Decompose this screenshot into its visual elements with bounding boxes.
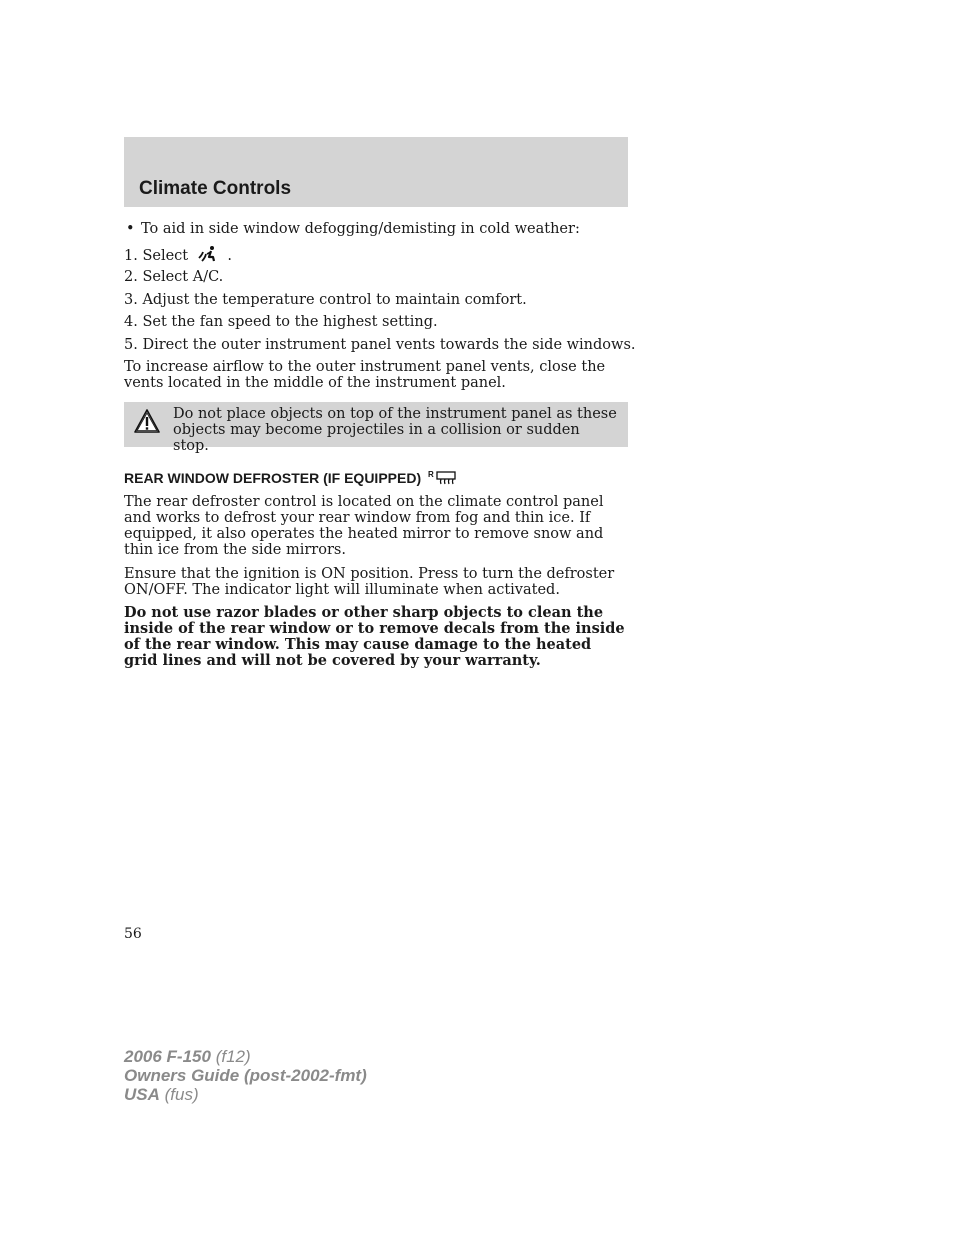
defroster-paragraph-2: Ensure that the ignition is ON position. Press to turn the defroster ON/OFF. The indicator light will illuminate when activated. (124, 566, 615, 598)
step-1 (124, 245, 232, 264)
step-1-prefix: 1. Select (124, 248, 189, 264)
page-number: 56 (124, 926, 142, 942)
footer-model-code: (f12) (215, 1047, 251, 1066)
warning-box (124, 402, 628, 454)
section-header (124, 137, 628, 207)
warning-triangle-icon (134, 408, 160, 434)
svg-text:R: R (428, 470, 434, 479)
defroster-caution: Do not use razor blades or other sharp objects to clean the inside of the rear window or to remove decals from the inside of the rear window. This may cause damage to the heated grid lines and will not be covered by your warranty. (124, 604, 625, 669)
footer-market-code: (fus) (164, 1085, 199, 1104)
footer-model: 2006 F-150 (124, 1047, 211, 1066)
section-title: Climate Controls (139, 178, 292, 199)
footer-market: USA (124, 1085, 160, 1104)
airflow-paragraph: To increase airflow to the outer instrument panel vents, close the vents located in the middle of the instrument panel. (124, 359, 606, 391)
step-1-suffix: . (227, 248, 232, 264)
warning-text: Do not place objects on top of the instrument panel as these objects may become projectiles in a collision or sudden stop. (173, 406, 617, 454)
step-5: 5. Direct the outer instrument panel vents towards the side windows. (124, 337, 636, 353)
floor-defrost-mode-icon (197, 245, 219, 263)
step-2: 2. Select A/C. (124, 269, 224, 285)
document-footer (124, 1047, 367, 1104)
rear-defroster-heading (124, 470, 458, 486)
rear-defroster-heading-text: REAR WINDOW DEFROSTER (IF EQUIPPED) (124, 470, 422, 486)
step-3: 3. Adjust the temperature control to maintain comfort. (124, 292, 527, 308)
footer-guide: Owners Guide (post-2002-fmt) (124, 1066, 367, 1085)
rear-defrost-icon (428, 470, 458, 486)
step-4: 4. Set the fan speed to the highest setting. (124, 314, 438, 330)
defroster-paragraph-1: The rear defroster control is located on the climate control panel and works to defrost your rear window from fog and thin ice. If equipped, it also operates the heated mirror to remove snow and thin ice from the side mirrors. (124, 494, 604, 558)
intro-bullet-text: To aid in side window defogging/demisting in cold weather: (141, 221, 580, 237)
